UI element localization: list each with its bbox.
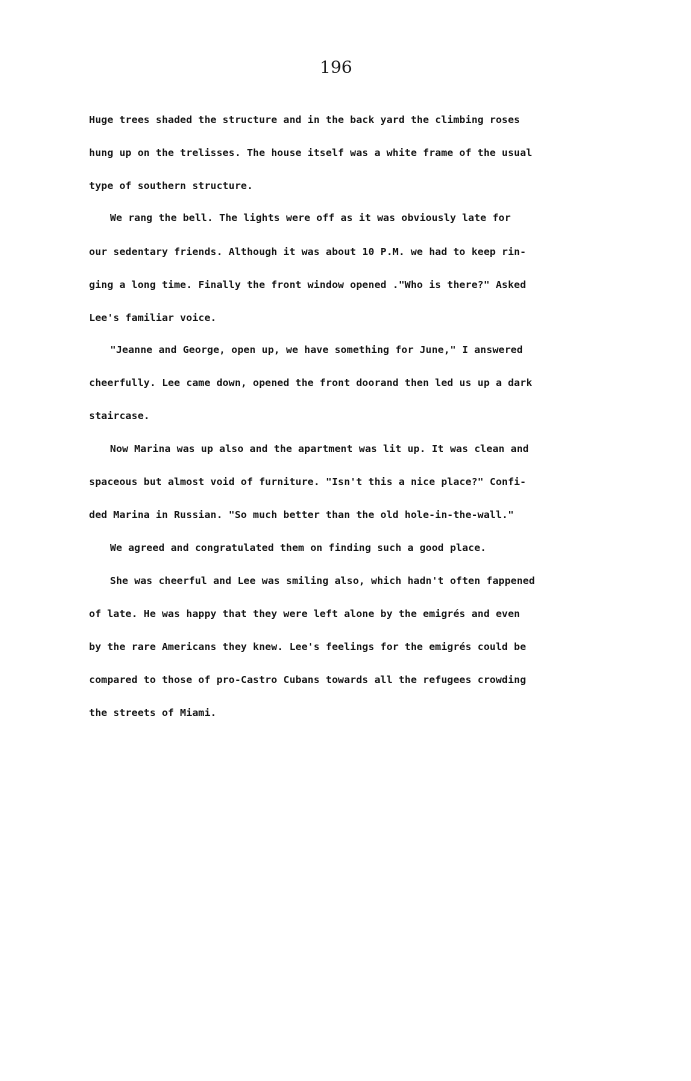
text-line-3: type of southern structure. <box>89 181 253 192</box>
text-line-10: staircase. <box>89 411 150 422</box>
text-line-18: compared to those of pro-Castro Cubans towards all the refugees crowding <box>89 675 527 686</box>
text-line-7: Lee's familiar voice. <box>89 313 217 324</box>
text-line-6: ging a long time. Finally the front window opened ."Who is there?" Asked <box>89 280 527 291</box>
text-line-12: spaceous but almost void of furniture. "Isn't this a nice place?" Confi- <box>89 477 527 488</box>
text-line-15: She was cheerful and Lee was smiling also, which hadn't often fappened <box>110 576 535 587</box>
text-line-5: our sedentary friends. Although it was about 10 P.M. we had to keep rin- <box>89 247 527 258</box>
page-number: 196 <box>319 58 353 78</box>
text-line-17: by the rare Americans they knew. Lee's feelings for the emigrés could be <box>89 642 527 653</box>
text-line-4: We rang the bell. The lights were off as it was obviously late for <box>110 213 511 224</box>
text-line-11: Now Marina was up also and the apartment was lit up. It was clean and <box>110 444 529 455</box>
text-line-9: cheerfully. Lee came down, opened the front doorand then led us up a dark <box>89 378 533 389</box>
text-line-19: the streets of Miami. <box>89 708 217 719</box>
text-line-13: ded Marina in Russian. "So much better than the old hole-in-the-wall." <box>89 510 514 521</box>
text-line-8: "Jeanne and George, open up, we have something for June," I answered <box>110 345 523 356</box>
text-line-1: Huge trees shaded the structure and in the back yard the climbing roses <box>89 115 521 126</box>
text-line-14: We agreed and congratulated them on finding such a good place. <box>110 543 487 554</box>
text-line-16: of late. He was happy that they were left alone by the emigrés and even <box>89 609 521 620</box>
text-line-2: hung up on the trelisses. The house itself was a white frame of the usual <box>89 148 533 159</box>
